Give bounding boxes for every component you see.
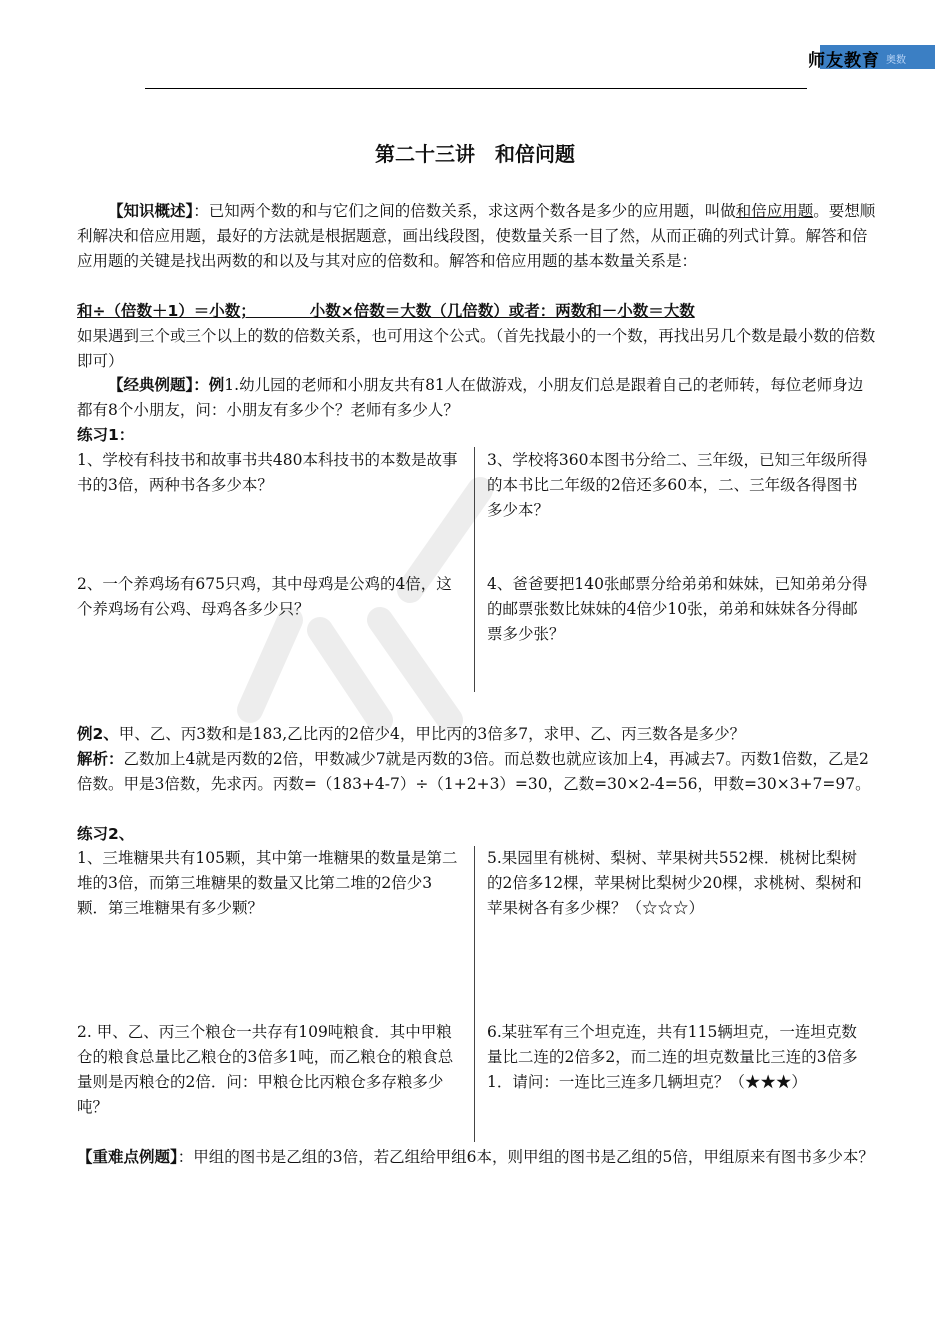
practice2-divider: [474, 846, 475, 1142]
overview-term: 和倍应用题: [735, 202, 814, 220]
practice2-q6: 6.某驻军有三个坦克连，共有115辆坦克，一连坦克数量比二连的2倍多2，而二连的坦克数量比三连的3倍多1．请问：一连比三连多几辆坦克？（★★★）: [487, 1023, 858, 1091]
difficult-text: ：甲组的图书是乙组的3倍，若乙组给甲组6本，则甲组的图书是乙组的5倍，甲组原来有图书多少本？: [177, 1148, 874, 1166]
logo-subtext: 奥数: [886, 55, 906, 66]
difficult-label: 【重难点例题】: [77, 1148, 178, 1166]
example1-label-suffix: ：例: [193, 376, 225, 394]
header-rule: [145, 88, 807, 89]
practice1-divider: [474, 447, 475, 692]
overview-text-1: ：已知两个数的和与它们之间的倍数关系，求这两个数各是多少的应用题，叫做: [193, 202, 736, 220]
formula-text: 和÷（倍数＋1）＝小数； 小数×倍数＝大数（几倍数）或者：两数和－小数＝大数: [77, 302, 695, 320]
example2-text: 甲、乙、丙3数和是183,乙比丙的2倍少4，甲比丙的3倍多7，求甲、乙、丙三数各是多少？: [118, 725, 746, 743]
overview-paragraph: [77, 199, 877, 274]
practice2-q5: 5.果园里有桃树、梨树、苹果树共552棵．桃树比梨树的2倍多12棵，苹果树比梨树少20棵，求桃树、梨树和苹果树各有多少棵？（☆☆☆）: [487, 849, 862, 917]
practice1-label: 练习1：: [77, 426, 135, 444]
overview-note: 如果遇到三个或三个以上的数的倍数关系，也可用这个公式。（首先找最小的一个数，再找出另几个数是最小数的倍数即可）: [77, 327, 876, 370]
analysis-text: 乙数加上4就是丙数的2倍，甲数减少7就是丙数的3倍。而总数也就应该加上4，再减去7。丙数1倍数，乙是2倍数。甲是3倍数，先求丙。丙数=（183+4-7）÷（1+2+3）=30，乙数=30×2-4=56，甲数=30×3+7=97。: [77, 750, 871, 793]
page-title: 第二十三讲 和倍问题: [375, 142, 575, 166]
practice2-q2: 2. 甲、乙、丙三个粮仓一共存有109吨粮食．其中甲粮仓的粮食总量比乙粮仓的3倍多1吨，而乙粮仓的粮食总量则是丙粮仓的2倍．问：甲粮仓比丙粮仓多存粮多少吨？: [77, 1023, 454, 1116]
logo-text: 师友教育: [808, 51, 880, 71]
example2-label: 例2、: [77, 725, 119, 743]
formula-line: [77, 299, 877, 324]
difficult-paragraph: [77, 1145, 877, 1170]
practice2-q1: 1、三堆糖果共有105颗，其中第一堆糖果的数量是第二堆的3倍，而第三堆糖果的数量又比第二堆的2倍少3颗．第三堆糖果有多少颗？: [77, 849, 458, 917]
example1-paragraph: [77, 373, 877, 423]
overview-label: 【知识概述】: [108, 202, 194, 220]
example2-paragraph: [77, 722, 877, 747]
example1-label: 【经典例题】: [108, 376, 194, 394]
practice1-q4: 4、爸爸要把140张邮票分给弟弟和妹妹，已知弟弟分得的邮票张数比妹妹的4倍少10张，弟弟和妹妹各分得邮票多少张？: [487, 575, 868, 643]
practice1-q1: 1、学校有科技书和故事书共480本科技书的本数是故事书的3倍，两种书各多少本？: [77, 451, 458, 494]
example2-analysis: [77, 747, 877, 797]
overview-text-2: 。要想顺利解决和倍应用题，最好的方法就是根据题意，画出线段图，使数量关系一目了然，从而正确的列式计算。解答和倍应用题的关键是找出两数的和以及与其对应的倍数和。解答和倍应用题的基本数量关系是：: [77, 202, 876, 270]
practice2-label: 练习2、: [77, 825, 135, 843]
example1-text: 1.幼儿园的老师和小朋友共有81人在做游戏，小朋友们总是跟着自己的老师转，每位老师身边都有8个小朋友，问：小朋友有多少个？老师有多少人？: [77, 376, 864, 419]
analysis-label: 解析：: [77, 750, 124, 768]
practice1-q3: 3、学校将360本图书分给二、三年级，已知三年级所得的本书比二年级的2倍还多60本，二、三年级各得图书多少本？: [487, 451, 868, 519]
practice1-q2: 2、一个养鸡场有675只鸡，其中母鸡是公鸡的4倍，这个养鸡场有公鸡、母鸡各多少只？: [77, 575, 452, 618]
